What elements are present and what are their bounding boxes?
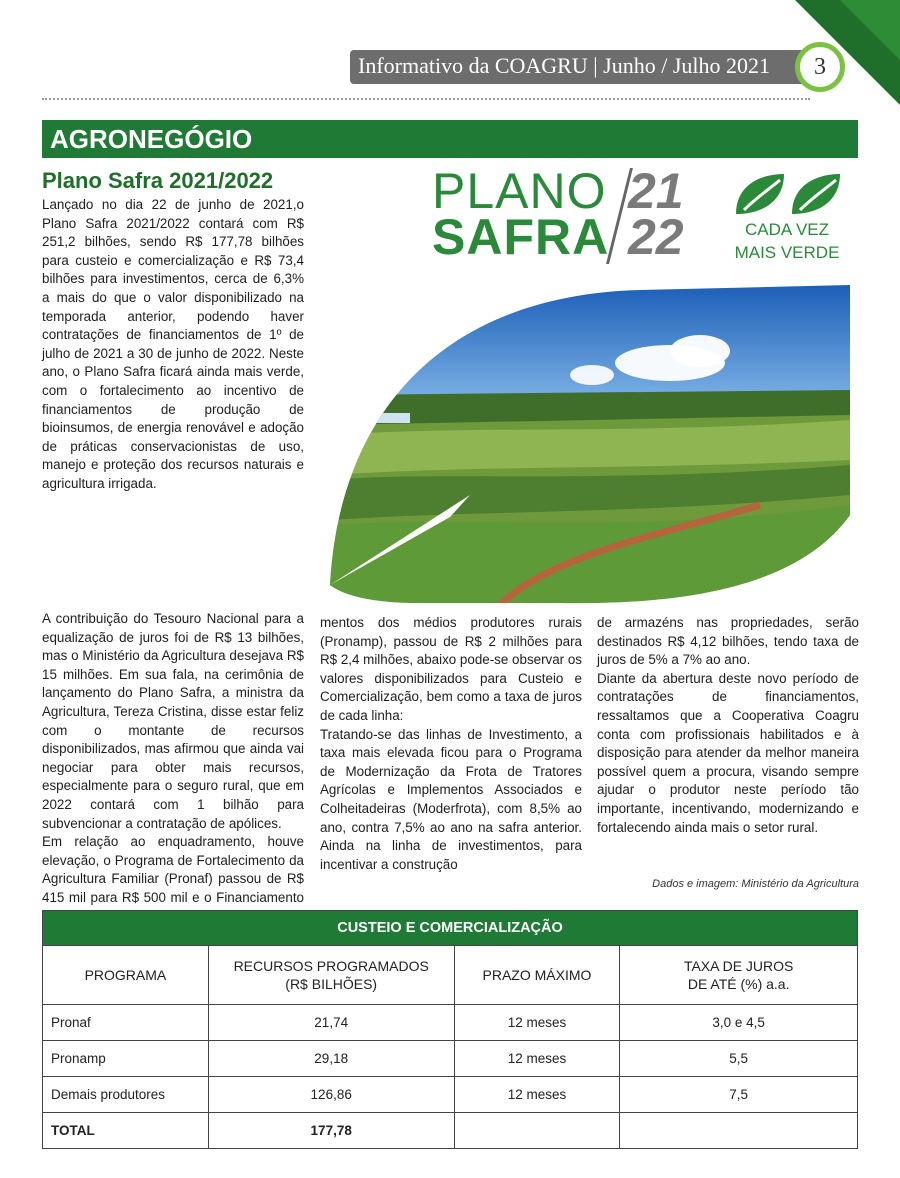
logo-tagline-1: CADA VEZ (744, 220, 830, 239)
paragraph: de armazéns nas propriedades, serão destinados R$ 4,12 bilhões, tendo taxa de juros de 5% a 7% ao ano. (597, 615, 859, 668)
logo-word-safra: SAFRA (432, 209, 610, 265)
table-row: Pronamp 29,18 12 meses 5,5 (43, 1041, 858, 1077)
article-column-1-top (42, 196, 304, 494)
header-taxa: TAXA DE JUROS DE ATÉ (%) a.a. (620, 946, 858, 1005)
table-total-row: TOTAL 177,78 (43, 1113, 858, 1149)
logo-year-bottom: 22 (628, 209, 684, 265)
table-caption: CUSTEIO E COMERCIALIZAÇÃO (43, 911, 858, 946)
custeio-table (42, 910, 858, 1149)
paragraph: Tratando-se das linhas de Investimento, a taxa mais elevada ficou para o Programa de Modernização da Frota de Tratores Agrícolas e Implementos Associados e Colheitadeiras (Moderfrota), com 8,5% ao ano, contra 7,5% ao ano na safra anterior. Ainda na linha de investimentos, para incentivar a construção (320, 726, 582, 872)
table-row: Demais produtores 126,86 12 meses 7,5 (43, 1077, 858, 1113)
article-column-1-bottom (42, 610, 304, 926)
page-number: 3 (795, 42, 845, 92)
publication-title: Informativo da COAGRU | Junho / Julho 2021 (358, 53, 770, 78)
logo-year-top: 21 (628, 163, 684, 219)
paragraph: Em relação ao enquadramento, houve elevação, o Programa de Fortalecimento da Agricultura Familiar (Pronaf) passou de R$ 415 mil para R$ 500 mil e o Financiamento (42, 834, 304, 905)
article-column-2 (320, 614, 582, 874)
corner-decoration-light (840, 0, 900, 60)
table-row: Pronaf 21,74 12 meses 3,0 e 4,5 (43, 1005, 858, 1041)
section-banner: AGRONEGÓGIO (42, 120, 858, 158)
header-prazo: PRAZO MÁXIMO (454, 946, 620, 1005)
leaves-icon (732, 170, 844, 218)
paragraph: A contribuição do Tesouro Nacional para a equalização de juros foi de R$ 13 bilhões, mas o Ministério da Agricultura desejava R$ 15 milhões. Em sua fala, na cerimônia de lançamento do Plano Safra, a ministra da Agricultura, Tereza Cristina, disse estar feliz com o montante de recursos disponibilizados, mas afirmou que ainda vai negociar para obter mais recursos, especialmente para o seguro rural, que em 2022 contará com 1 bilhão para subvencionar a contratação de apólices. (42, 611, 304, 831)
article-column-3 (597, 614, 859, 837)
article-title: Plano Safra 2021/2022 (42, 168, 274, 193)
header-divider (42, 98, 810, 100)
header-recursos: RECURSOS PROGRAMADOS (R$ BILHÕES) (208, 946, 454, 1005)
paragraph: Diante da abertura deste novo período de contratações de financiamentos, ressaltamos que a Cooperativa Coagru conta com profissionais habilitados e à disposição para atender da melhor maneira possível quem a procura, visando sempre ajudar o produtor neste período tão importante, incentivando, modernizando e fortalecendo ainda mais o setor rural. (597, 670, 859, 835)
farmland-photo (330, 285, 850, 605)
header-programa: PROGRAMA (43, 946, 209, 1005)
paragraph: mentos dos médios produtores rurais (Pronamp), passou de R$ 2 milhões para R$ 2,4 milhões, abaixo pode-se observar os valores disponibilizados para Custeio e Comercialização, bem como a taxa de juros de cada linha: (320, 615, 583, 723)
paragraph: Lançado no dia 22 de junho de 2021,o Plano Safra 2021/2022 contará com R$ 251,2 bilhões, sendo R$ 177,78 bilhões para custeio e comercialização e R$ 73,4 bilhões para investimentos, cerca de 6,3% a mais do que o valor disponibilizado na temporada anterior, podendo haver contratações de financiamentos de 1º de julho de 2021 a 30 de junho de 2022. Neste ano, o Plano Safra ficará ainda mais verde, com o fortalecimento ao incentivo de financiamentos de produção de bioinsumos, de energia renovável e adoção de práticas conservacionistas de uso, manejo e proteção dos recursos naturais e agricultura irrigada. (42, 197, 304, 491)
image-credit: Dados e imagem: Ministério da Agricultura (652, 878, 859, 890)
logo-tagline-2: MAIS VERDE (734, 243, 840, 262)
logo-word-plano: PLANO (432, 163, 607, 219)
